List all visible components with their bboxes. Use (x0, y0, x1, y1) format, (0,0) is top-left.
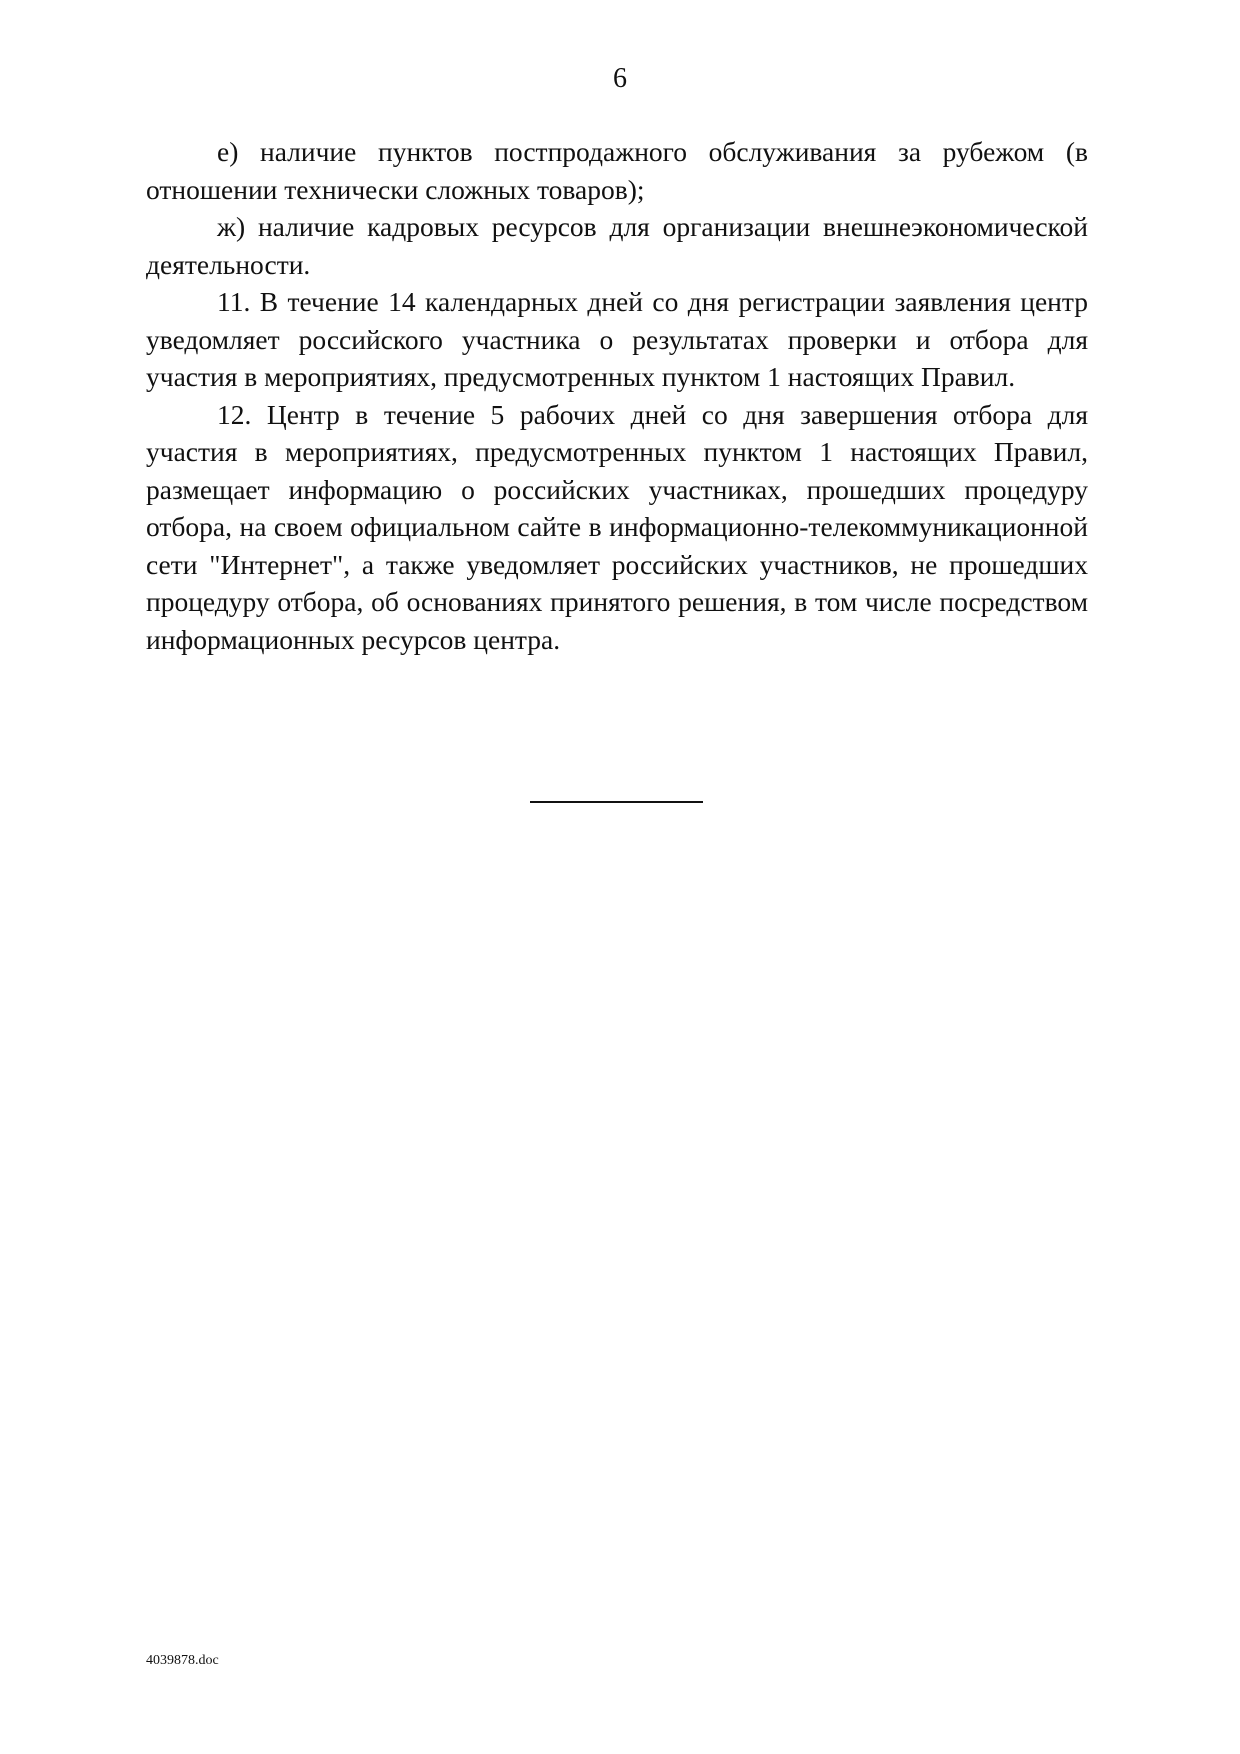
paragraph-clause-12: 12. Центр в течение 5 рабочих дней со дня завершения отбора для участия в мероприятиях, предусмотренных пунктом 1 настоящих Правил, размещает информацию о российских участниках, прошедших процедуру отбора, на своем официальном сайте в информационно-телекоммуникационной сети "Интернет", а также уведомляет российских участников, не прошедших процедуру отбора, об основаниях принятого решения, в том числе посредством информационных ресурсов центра. (146, 398, 1088, 655)
paragraph-item-zh: ж) наличие кадровых ресурсов для организации внешнеэкономической деятельности. (146, 211, 1088, 280)
end-separator-line (530, 801, 703, 803)
page-number: 6 (613, 63, 627, 94)
document-body (146, 133, 1088, 658)
document-file-code: 4039878.doc (146, 1653, 219, 1668)
paragraph-clause-11: 11. В течение 14 календарных дней со дня регистрации заявления центр уведомляет российского участника о результатах проверки и отбора для участия в мероприятиях, предусмотренных пунктом 1 настоящих Правил. (146, 286, 1088, 392)
paragraph-item-e: е) наличие пунктов постпродажного обслуживания за рубежом (в отношении технически сложных товаров); (146, 136, 1088, 205)
